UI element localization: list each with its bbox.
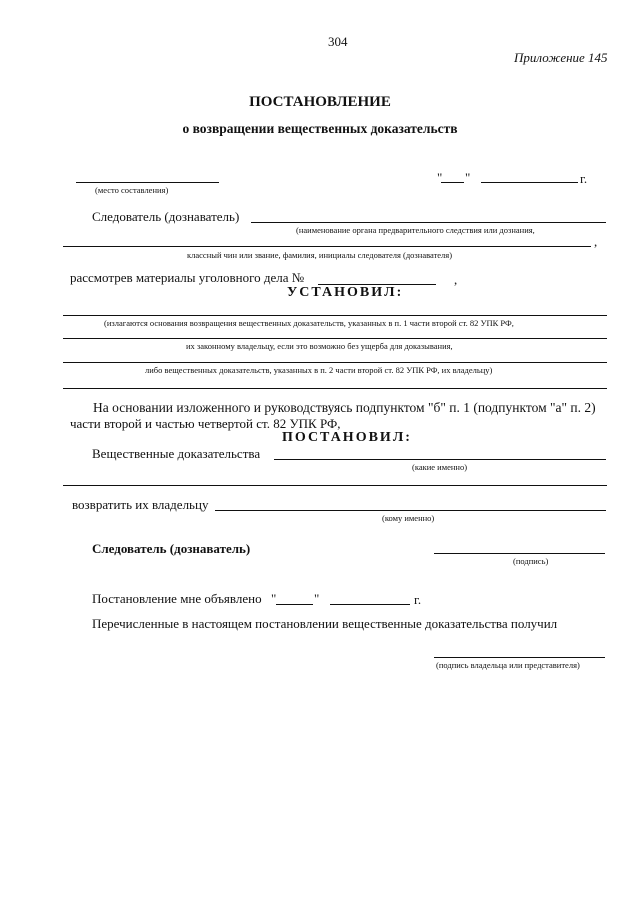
basis-line-1: На основании изложенного и руководствуясь подпунктом "б" п. 1 (подпунктом "а" п. 2): [93, 400, 596, 415]
case-comma: ,: [454, 272, 458, 287]
date-day-line: [441, 182, 464, 183]
signature-label: Следователь (дознаватель): [92, 541, 251, 556]
announced-label: Постановление мне объявлено: [92, 591, 262, 606]
basis-line-2: части второй и частью четвертой ст. 82 УПК РФ,: [70, 416, 341, 431]
established-heading: УСТАНОВИЛ:: [287, 285, 404, 300]
place-line: [76, 182, 219, 183]
evidence-line-1: [274, 459, 606, 460]
announced-year-suffix: г.: [414, 592, 422, 607]
announced-quote-open: ": [271, 591, 277, 606]
page-number: 304: [328, 34, 348, 49]
received-text: Перечисленные в настоящем постановлении вещественные доказательства получил: [92, 616, 558, 631]
evidence-caption: (какие именно): [412, 462, 468, 472]
signature-line: [434, 553, 605, 554]
investigator-caption-1: (наименование органа предварительного следствия или дознания,: [296, 225, 535, 235]
established-line-1: [63, 315, 607, 316]
investigator-label: Следователь (дознаватель): [92, 209, 240, 224]
investigator-caption-2: классный чин или звание, фамилия, инициалы следователя (дознавателя): [187, 250, 453, 260]
evidence-line-2: [63, 485, 607, 486]
case-label: рассмотрев материалы уголовного дела №: [70, 270, 305, 285]
announced-day-line: [276, 604, 313, 605]
place-caption: (место составления): [95, 185, 169, 195]
signature-caption: (подпись): [513, 556, 549, 566]
investigator-comma: ,: [594, 234, 598, 249]
date-quote-close: ": [465, 170, 471, 185]
announced-quote-close: ": [314, 591, 320, 606]
return-caption: (кому именно): [382, 513, 435, 523]
appendix-label: Приложение 145: [514, 50, 608, 65]
date-quote-open: ": [437, 170, 443, 185]
investigator-line-1: [251, 222, 606, 223]
established-line-4: [63, 388, 607, 389]
announced-month-line: [330, 604, 410, 605]
investigator-line-2: [63, 246, 591, 247]
document-title: ПОСТАНОВЛЕНИЕ: [249, 94, 391, 110]
received-caption: (подпись владельца или представителя): [436, 660, 580, 670]
document-subtitle: о возвращении вещественных доказательств: [182, 121, 458, 136]
established-caption-2: их законному владельцу, если это возможно без ущерба для доказывания,: [186, 341, 453, 351]
resolved-heading: ПОСТАНОВИЛ:: [282, 430, 412, 445]
established-caption-3: либо вещественных доказательств, указанных в п. 2 части второй ст. 82 УПК РФ, их владельцу): [145, 365, 493, 375]
return-label: возвратить их владельцу: [72, 497, 209, 512]
received-signature-line: [434, 657, 605, 658]
return-line: [215, 510, 606, 511]
date-month-line: [481, 182, 578, 183]
date-year-suffix: г.: [580, 171, 588, 186]
established-line-3: [63, 362, 607, 363]
established-caption-1: (излагаются основания возвращения вещественных доказательств, указанных в п. 1 части второй ст. 82 УПК РФ,: [104, 318, 514, 328]
evidence-label: Вещественные доказательства: [92, 446, 261, 461]
established-line-2: [63, 338, 607, 339]
